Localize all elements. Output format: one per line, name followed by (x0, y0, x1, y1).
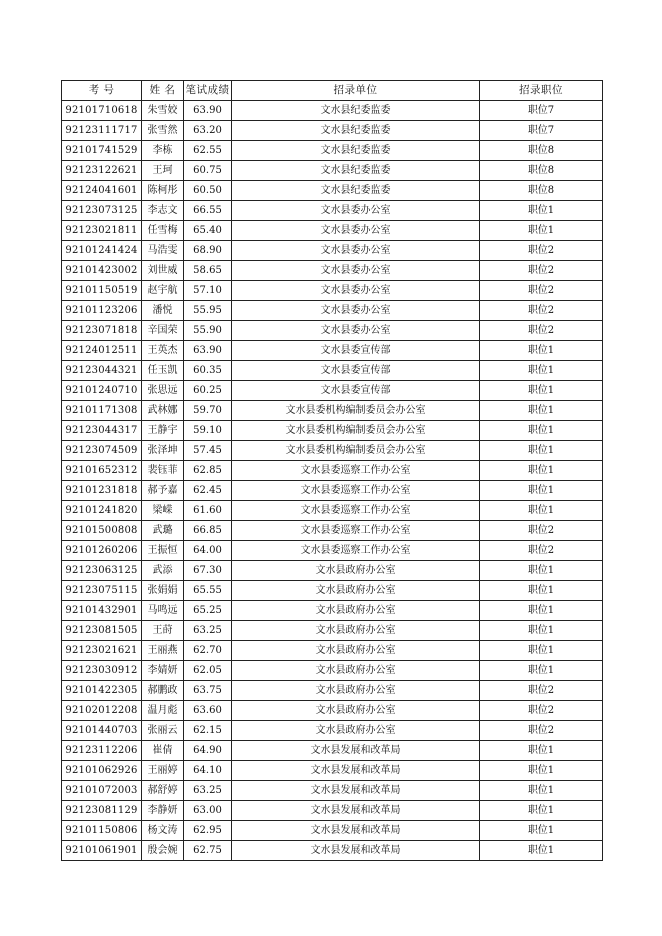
table-row (62, 601, 603, 621)
cell-name: 刘世威 (142, 261, 184, 281)
cell-exam-id: 92101710618 (62, 101, 142, 121)
cell-score: 58.65 (184, 261, 232, 281)
cell-unit: 文水县委办公室 (232, 201, 480, 221)
table-row (62, 621, 603, 641)
cell-exam-id: 92101062926 (62, 761, 142, 781)
cell-exam-id: 92101241820 (62, 501, 142, 521)
cell-position: 职位1 (480, 461, 603, 481)
cell-exam-id: 92123021621 (62, 641, 142, 661)
cell-score: 63.60 (184, 701, 232, 721)
cell-exam-id: 92101171308 (62, 401, 142, 421)
cell-unit: 文水县政府办公室 (232, 661, 480, 681)
cell-unit: 文水县纪委监委 (232, 101, 480, 121)
cell-unit: 文水县发展和改革局 (232, 781, 480, 801)
cell-exam-id: 92101741529 (62, 141, 142, 161)
cell-position: 职位8 (480, 161, 603, 181)
cell-score: 60.35 (184, 361, 232, 381)
cell-exam-id: 92123030912 (62, 661, 142, 681)
cell-name: 李栋 (142, 141, 184, 161)
cell-unit: 文水县政府办公室 (232, 581, 480, 601)
cell-position: 职位1 (480, 501, 603, 521)
cell-position: 职位1 (480, 821, 603, 841)
cell-exam-id: 92101150806 (62, 821, 142, 841)
cell-position: 职位1 (480, 781, 603, 801)
cell-score: 62.75 (184, 841, 232, 861)
cell-unit: 文水县委办公室 (232, 301, 480, 321)
cell-position: 职位2 (480, 261, 603, 281)
cell-score: 66.85 (184, 521, 232, 541)
cell-name: 武林娜 (142, 401, 184, 421)
cell-score: 63.75 (184, 681, 232, 701)
table-row (62, 641, 603, 661)
table-row (62, 801, 603, 821)
cell-name: 任雪梅 (142, 221, 184, 241)
cell-exam-id: 92123112206 (62, 741, 142, 761)
cell-score: 62.55 (184, 141, 232, 161)
cell-name: 王珂 (142, 161, 184, 181)
cell-unit: 文水县政府办公室 (232, 641, 480, 661)
cell-name: 杨文涛 (142, 821, 184, 841)
cell-score: 62.85 (184, 461, 232, 481)
cell-exam-id: 92124012511 (62, 341, 142, 361)
cell-position: 职位1 (480, 201, 603, 221)
cell-unit: 文水县发展和改革局 (232, 741, 480, 761)
table-row (62, 761, 603, 781)
cell-score: 63.90 (184, 101, 232, 121)
cell-exam-id: 92123044321 (62, 361, 142, 381)
cell-score: 63.25 (184, 781, 232, 801)
cell-position: 职位1 (480, 481, 603, 501)
table-row (62, 161, 603, 181)
table-row (62, 341, 603, 361)
cell-unit: 文水县委宣传部 (232, 361, 480, 381)
cell-score: 62.70 (184, 641, 232, 661)
header-exam-id: 考 号 (62, 81, 142, 101)
cell-exam-id: 92123111717 (62, 121, 142, 141)
cell-name: 赵宇航 (142, 281, 184, 301)
cell-name: 郝舒婷 (142, 781, 184, 801)
cell-exam-id: 92101061901 (62, 841, 142, 861)
table-row (62, 541, 603, 561)
cell-name: 王振恒 (142, 541, 184, 561)
cell-name: 王静宇 (142, 421, 184, 441)
cell-position: 职位2 (480, 281, 603, 301)
table-row (62, 281, 603, 301)
cell-position: 职位2 (480, 301, 603, 321)
cell-exam-id: 92123021811 (62, 221, 142, 241)
table-row (62, 361, 603, 381)
cell-position: 职位2 (480, 321, 603, 341)
cell-position: 职位1 (480, 841, 603, 861)
cell-unit: 文水县纪委监委 (232, 181, 480, 201)
cell-score: 63.90 (184, 341, 232, 361)
cell-exam-id: 92101231818 (62, 481, 142, 501)
cell-name: 郝鹏政 (142, 681, 184, 701)
results-table (61, 80, 603, 861)
cell-name: 马浩雯 (142, 241, 184, 261)
cell-exam-id: 92123071818 (62, 321, 142, 341)
cell-name: 王丽燕 (142, 641, 184, 661)
table-row (62, 661, 603, 681)
cell-unit: 文水县委宣传部 (232, 341, 480, 361)
cell-score: 57.45 (184, 441, 232, 461)
table-row (62, 101, 603, 121)
table-row (62, 701, 603, 721)
cell-name: 裴钰菲 (142, 461, 184, 481)
table-row (62, 421, 603, 441)
cell-score: 65.55 (184, 581, 232, 601)
cell-name: 任玉凯 (142, 361, 184, 381)
cell-name: 马鸣远 (142, 601, 184, 621)
cell-exam-id: 92123122621 (62, 161, 142, 181)
table-row (62, 221, 603, 241)
header-unit: 招录单位 (232, 81, 480, 101)
cell-score: 65.40 (184, 221, 232, 241)
table-row (62, 821, 603, 841)
header-name: 姓 名 (142, 81, 184, 101)
header-position: 招录职位 (480, 81, 603, 101)
cell-position: 职位7 (480, 101, 603, 121)
cell-name: 辛国荣 (142, 321, 184, 341)
cell-name: 温月彪 (142, 701, 184, 721)
cell-name: 李志文 (142, 201, 184, 221)
cell-position: 职位1 (480, 221, 603, 241)
cell-exam-id: 92101241424 (62, 241, 142, 261)
table-row (62, 841, 603, 861)
cell-unit: 文水县委宣传部 (232, 381, 480, 401)
cell-exam-id: 92101072003 (62, 781, 142, 801)
cell-score: 64.90 (184, 741, 232, 761)
table-row (62, 481, 603, 501)
cell-unit: 文水县委办公室 (232, 221, 480, 241)
cell-position: 职位1 (480, 801, 603, 821)
cell-name: 王英杰 (142, 341, 184, 361)
cell-position: 职位1 (480, 401, 603, 421)
table-row (62, 781, 603, 801)
cell-score: 60.75 (184, 161, 232, 181)
table-header (62, 81, 603, 101)
table-body (62, 101, 603, 861)
cell-unit: 文水县委办公室 (232, 281, 480, 301)
cell-unit: 文水县政府办公室 (232, 701, 480, 721)
cell-score: 65.25 (184, 601, 232, 621)
table-row (62, 141, 603, 161)
cell-score: 59.10 (184, 421, 232, 441)
cell-unit: 文水县政府办公室 (232, 621, 480, 641)
cell-name: 殷会婉 (142, 841, 184, 861)
cell-score: 55.90 (184, 321, 232, 341)
cell-exam-id: 92101240710 (62, 381, 142, 401)
cell-position: 职位1 (480, 421, 603, 441)
cell-exam-id: 92101423002 (62, 261, 142, 281)
cell-unit: 文水县委巡察工作办公室 (232, 461, 480, 481)
cell-name: 朱雪姣 (142, 101, 184, 121)
cell-position: 职位2 (480, 721, 603, 741)
table-row (62, 321, 603, 341)
cell-position: 职位1 (480, 761, 603, 781)
cell-position: 职位7 (480, 121, 603, 141)
cell-unit: 文水县政府办公室 (232, 681, 480, 701)
cell-exam-id: 92101422305 (62, 681, 142, 701)
cell-position: 职位1 (480, 741, 603, 761)
cell-name: 梁嵘 (142, 501, 184, 521)
cell-position: 职位1 (480, 561, 603, 581)
cell-name: 王莳 (142, 621, 184, 641)
cell-score: 55.95 (184, 301, 232, 321)
cell-exam-id: 92101440703 (62, 721, 142, 741)
cell-score: 63.00 (184, 801, 232, 821)
cell-exam-id: 92123044317 (62, 421, 142, 441)
cell-name: 张雪然 (142, 121, 184, 141)
cell-unit: 文水县发展和改革局 (232, 841, 480, 861)
cell-position: 职位1 (480, 381, 603, 401)
cell-score: 66.55 (184, 201, 232, 221)
cell-position: 职位1 (480, 621, 603, 641)
cell-position: 职位2 (480, 681, 603, 701)
cell-exam-id: 92102012208 (62, 701, 142, 721)
cell-name: 陈柯彤 (142, 181, 184, 201)
cell-exam-id: 92123081129 (62, 801, 142, 821)
cell-score: 62.15 (184, 721, 232, 741)
cell-position: 职位8 (480, 141, 603, 161)
cell-score: 64.10 (184, 761, 232, 781)
cell-name: 张娟娟 (142, 581, 184, 601)
cell-exam-id: 92101652312 (62, 461, 142, 481)
cell-unit: 文水县委办公室 (232, 241, 480, 261)
table-row (62, 581, 603, 601)
cell-position: 职位2 (480, 701, 603, 721)
cell-unit: 文水县委巡察工作办公室 (232, 541, 480, 561)
cell-exam-id: 92123074509 (62, 441, 142, 461)
table-row (62, 121, 603, 141)
cell-position: 职位1 (480, 581, 603, 601)
cell-position: 职位1 (480, 341, 603, 361)
cell-position: 职位1 (480, 661, 603, 681)
cell-exam-id: 92101432901 (62, 601, 142, 621)
table-row (62, 381, 603, 401)
cell-name: 潘悦 (142, 301, 184, 321)
cell-score: 60.25 (184, 381, 232, 401)
cell-name: 武璐 (142, 521, 184, 541)
table-row (62, 401, 603, 421)
cell-score: 63.20 (184, 121, 232, 141)
cell-exam-id: 92123075115 (62, 581, 142, 601)
cell-position: 职位1 (480, 361, 603, 381)
cell-name: 张泽坤 (142, 441, 184, 461)
cell-score: 62.45 (184, 481, 232, 501)
cell-score: 59.70 (184, 401, 232, 421)
cell-exam-id: 92124041601 (62, 181, 142, 201)
cell-exam-id: 92101500808 (62, 521, 142, 541)
cell-position: 职位1 (480, 441, 603, 461)
table-row (62, 521, 603, 541)
cell-unit: 文水县委巡察工作办公室 (232, 481, 480, 501)
cell-unit: 文水县委机构编制委员会办公室 (232, 421, 480, 441)
cell-unit: 文水县政府办公室 (232, 721, 480, 741)
cell-score: 67.30 (184, 561, 232, 581)
cell-position: 职位1 (480, 641, 603, 661)
cell-unit: 文水县发展和改革局 (232, 801, 480, 821)
cell-name: 李静妍 (142, 801, 184, 821)
table-row (62, 181, 603, 201)
cell-unit: 文水县委办公室 (232, 321, 480, 341)
cell-unit: 文水县纪委监委 (232, 161, 480, 181)
cell-score: 61.60 (184, 501, 232, 521)
cell-unit: 文水县委办公室 (232, 261, 480, 281)
header-row (62, 81, 603, 101)
cell-position: 职位2 (480, 521, 603, 541)
cell-unit: 文水县委巡察工作办公室 (232, 521, 480, 541)
cell-unit: 文水县委机构编制委员会办公室 (232, 401, 480, 421)
cell-unit: 文水县纪委监委 (232, 121, 480, 141)
table-row (62, 681, 603, 701)
cell-exam-id: 92123081505 (62, 621, 142, 641)
cell-name: 李婧妍 (142, 661, 184, 681)
table-row (62, 441, 603, 461)
cell-exam-id: 92101123206 (62, 301, 142, 321)
cell-position: 职位8 (480, 181, 603, 201)
cell-unit: 文水县发展和改革局 (232, 761, 480, 781)
cell-exam-id: 92123073125 (62, 201, 142, 221)
cell-score: 64.00 (184, 541, 232, 561)
cell-unit: 文水县委巡察工作办公室 (232, 501, 480, 521)
cell-name: 崔倩 (142, 741, 184, 761)
table-row (62, 461, 603, 481)
cell-unit: 文水县委机构编制委员会办公室 (232, 441, 480, 461)
cell-score: 60.50 (184, 181, 232, 201)
cell-score: 68.90 (184, 241, 232, 261)
cell-unit: 文水县政府办公室 (232, 561, 480, 581)
cell-score: 63.25 (184, 621, 232, 641)
table-row (62, 261, 603, 281)
table-row (62, 741, 603, 761)
cell-score: 62.95 (184, 821, 232, 841)
cell-exam-id: 92123063125 (62, 561, 142, 581)
table-row (62, 561, 603, 581)
cell-score: 57.10 (184, 281, 232, 301)
table-row (62, 301, 603, 321)
cell-unit: 文水县政府办公室 (232, 601, 480, 621)
cell-unit: 文水县纪委监委 (232, 141, 480, 161)
cell-name: 武添 (142, 561, 184, 581)
cell-name: 张丽云 (142, 721, 184, 741)
cell-exam-id: 92101150519 (62, 281, 142, 301)
table-row (62, 241, 603, 261)
cell-exam-id: 92101260206 (62, 541, 142, 561)
table-row (62, 201, 603, 221)
cell-position: 职位2 (480, 541, 603, 561)
header-score: 笔试成绩 (184, 81, 232, 101)
cell-position: 职位2 (480, 241, 603, 261)
table-row (62, 501, 603, 521)
cell-unit: 文水县发展和改革局 (232, 821, 480, 841)
cell-position: 职位1 (480, 601, 603, 621)
cell-name: 郝予嘉 (142, 481, 184, 501)
cell-name: 王丽婷 (142, 761, 184, 781)
cell-score: 62.05 (184, 661, 232, 681)
table-row (62, 721, 603, 741)
cell-name: 张思远 (142, 381, 184, 401)
